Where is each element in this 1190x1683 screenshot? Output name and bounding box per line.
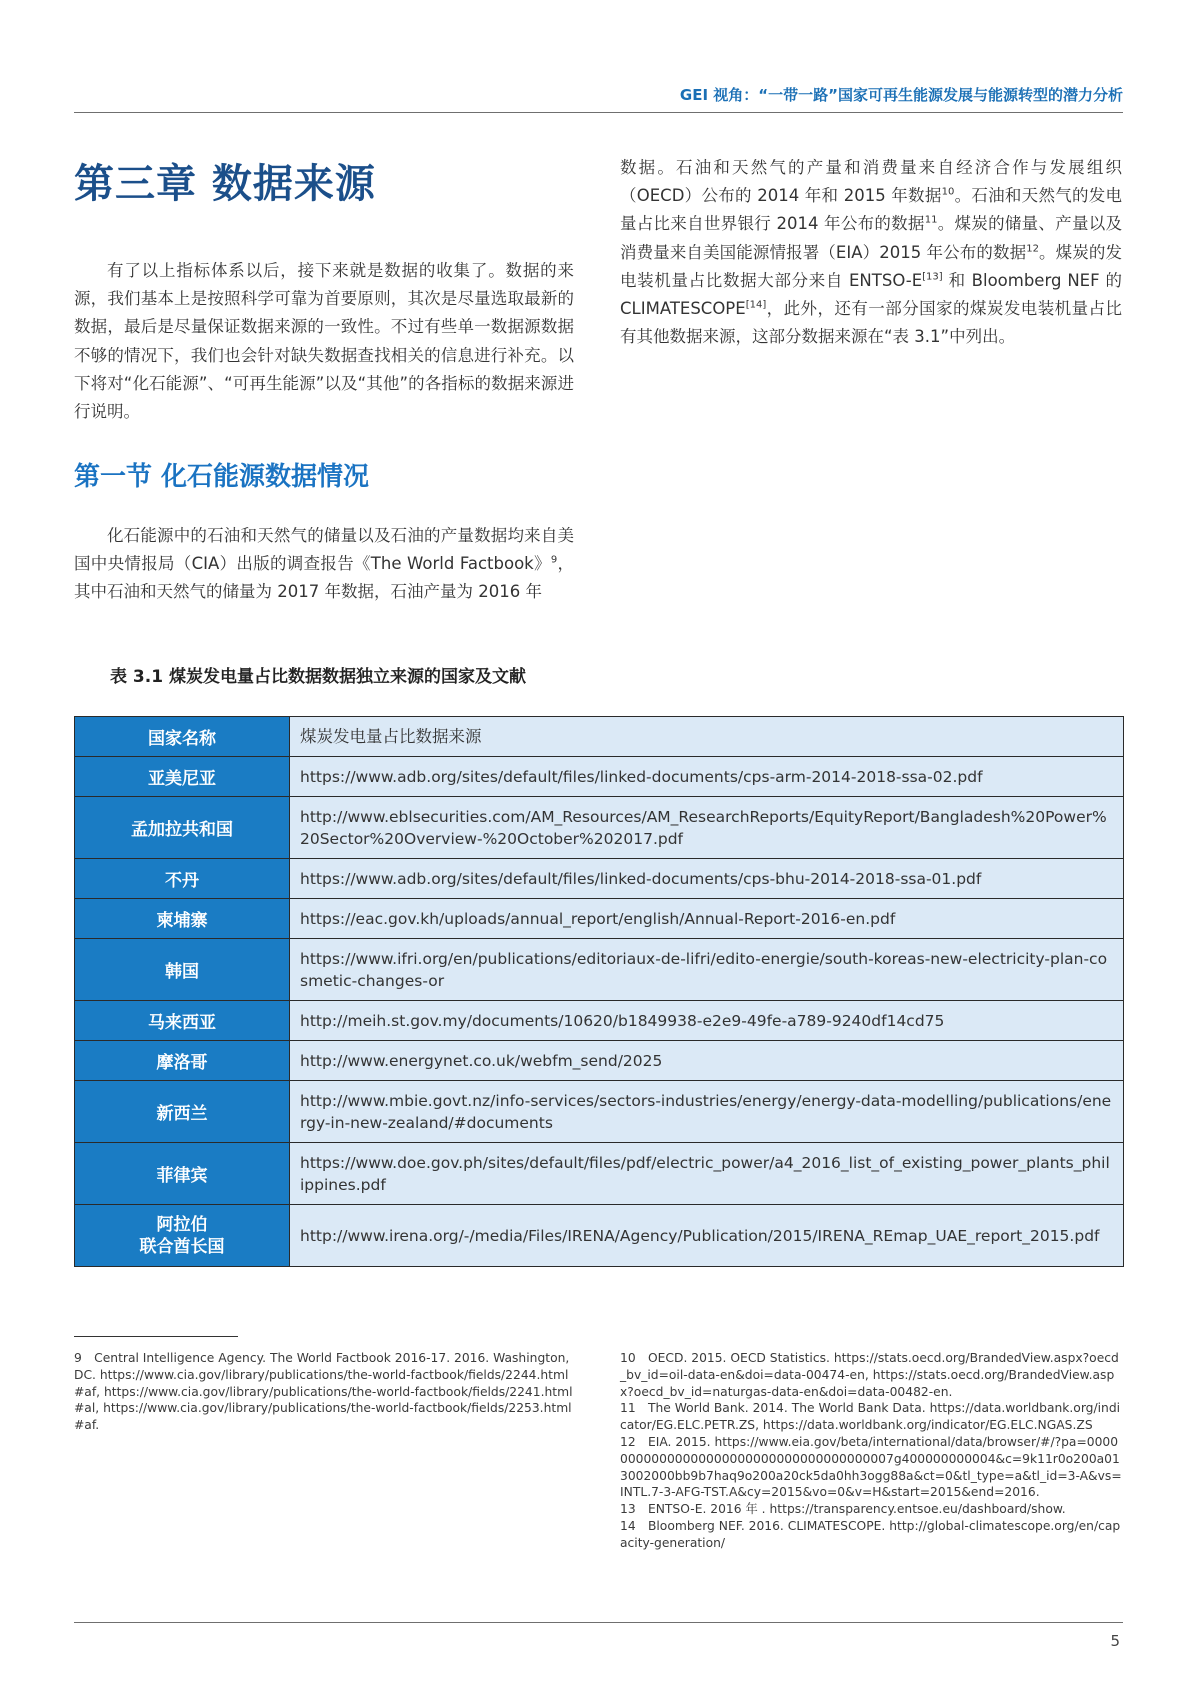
footnotes-left <box>74 1350 576 1434</box>
right-text-1: 数据。石油和天然气的产量和消费量来自经济合作与发展组织（OECD）公布的 2014 年和 2015 年数据 <box>620 158 1122 206</box>
table-row <box>75 1205 1124 1267</box>
source-link[interactable]: https://www.ifri.org/en/publications/editoriaux-de-lifri/edito-energie/south-koreas-new-electricity-plan-cosmetic-changes-or <box>290 939 1124 1001</box>
country-cell: 摩洛哥 <box>75 1041 290 1081</box>
footnote-rule <box>74 1336 238 1337</box>
source-link[interactable]: https://www.adb.org/sites/default/files/linked-documents/cps-arm-2014-2018-ssa-02.pdf <box>290 757 1124 797</box>
footnote-13: 13 ENTSO-E. 2016 年 . https://transparency.entsoe.eu/dashboard/show. <box>620 1502 1066 1517</box>
country-line-1: 阿拉伯 <box>156 1214 208 1235</box>
source-link[interactable]: https://www.doe.gov.ph/sites/default/files/pdf/electric_power/a4_2016_list_of_existing_power_plants_philippines.pdf <box>290 1143 1124 1205</box>
footnote-ref-13[interactable]: [13] <box>922 271 943 283</box>
country-cell: 马来西亚 <box>75 1001 290 1041</box>
intro-column <box>74 257 574 426</box>
running-header: GEI 视角：“一带一路”国家可再生能源发展与能源转型的潜力分析 <box>679 86 1123 104</box>
table-row <box>75 859 1124 899</box>
table-row <box>75 1041 1124 1081</box>
intro-paragraph: 有了以上指标体系以后，接下来就是数据的收集了。数据的来源，我们基本上是按照科学可靠为首要原则，其次是尽量选取最新的数据，最后是尽量保证数据来源的一致性。不过有些单一数据源数据不够的情况下，我们也会针对缺失数据查找相关的信息进行补充。以下将对“化石能源”、“可再生能源”以及“其他”的各指标的数据来源进行说明。 <box>74 261 574 422</box>
right-column <box>620 154 1122 351</box>
country-cell: 柬埔寨 <box>75 899 290 939</box>
country-cell: 韩国 <box>75 939 290 1001</box>
source-link[interactable]: https://www.adb.org/sites/default/files/linked-documents/cps-bhu-2014-2018-ssa-01.pdf <box>290 859 1124 899</box>
footnote-11: 11 The World Bank. 2014. The World Bank Data. https://data.worldbank.org/indicator/EG.ELC.PETR.ZS, https://data.worldbank.org/indicator/EG.ELC.NGAS.ZS <box>620 1401 1121 1433</box>
table-row <box>75 797 1124 859</box>
country-cell: 亚美尼亚 <box>75 757 290 797</box>
source-link[interactable]: https://eac.gov.kh/uploads/annual_report/english/Annual-Report-2016-en.pdf <box>290 899 1124 939</box>
footnote-ref-9[interactable]: 9 <box>550 554 558 566</box>
chapter-title: 第三章 数据来源 <box>74 161 376 207</box>
section-paragraph <box>74 522 574 607</box>
footnote-9: 9 Central Intelligence Agency. The World Factbook 2016-17. 2016. Washington, DC. https://www.cia.gov/library/publications/the-world-factbook/fields/2244.html#af, https://www.cia.gov/library/publications/the-world-factbook/fields/2241.html#al, https://www.cia.gov/library/publications/the-world-factbook/fields/2253.html#af. <box>74 1351 573 1433</box>
section-text-2: ，其中石油和天然气的储量为 2017 年数据，石油产量为 2016 年 <box>74 554 575 602</box>
table-row <box>75 1143 1124 1205</box>
country-cell: 不丹 <box>75 859 290 899</box>
sources-table <box>74 716 1124 1267</box>
footer-rule <box>74 1622 1123 1623</box>
source-link[interactable]: http://www.mbie.govt.nz/info-services/sectors-industries/energy/energy-data-modelling/publications/energy-in-new-zealand/#documents <box>290 1081 1124 1143</box>
table-row <box>75 757 1124 797</box>
right-text-5: 和 Bloomberg NEF 的 CLIMATESCOPE <box>620 270 1122 319</box>
country-cell: 菲律宾 <box>75 1143 290 1205</box>
footnote-12: 12 EIA. 2015. https://www.eia.gov/beta/international/data/browser/#/?pa=000000000000000000000000000000000000007g400000000004&c=9k11r0o200a013002000bb9b7haq9o200a20ck5da0hh3ogg88a&ct=0&tl_type=a&tl_id=3-A&vs=INTL.7-3-AFG-TST.A&cy=2015&vo=0&v=H&start=2015&end=2016. <box>620 1434 1122 1500</box>
footnote-ref-14[interactable]: [14] <box>745 299 767 311</box>
right-paragraph <box>620 154 1122 351</box>
footnote-ref-12[interactable]: 12 <box>1026 243 1039 255</box>
footnote-10: 10 OECD. 2015. OECD Statistics. https://stats.oecd.org/BrandedView.aspx?oecd_bv_id=oil-data-en&doi=data-00474-en, https://stats.oecd.org/BrandedView.aspx?oecd_bv_id=naturgas-data-en&doi=data-00482-en. <box>620 1351 1119 1399</box>
section-column <box>74 522 574 607</box>
country-cell <box>75 1205 290 1267</box>
right-text-2: 。石油和天然气的发电量占比来自世界银行 2014 年公布的数据 <box>620 186 1123 234</box>
table-header-row <box>75 717 1124 757</box>
country-line-2: 联合酋长国 <box>139 1236 225 1257</box>
section-text-1: 化石能源中的石油和天然气的储量以及石油的产量数据均来自美国中央情报局（CIA）出版的调查报告《The World Factbook》 <box>74 526 574 574</box>
source-link[interactable]: http://www.energynet.co.uk/webfm_send/2025 <box>290 1041 1124 1081</box>
country-cell: 孟加拉共和国 <box>75 797 290 859</box>
header-country: 国家名称 <box>75 717 290 757</box>
page-number: 5 <box>1110 1632 1120 1650</box>
header-source: 煤炭发电量占比数据来源 <box>290 717 1124 757</box>
right-text-3: 。煤炭的储量、产量以及消费量来自美国能源情报署（EIA）2015 年公布的数据 <box>620 214 1123 262</box>
footnotes-right <box>620 1350 1122 1552</box>
table-row <box>75 939 1124 1001</box>
table-row <box>75 899 1124 939</box>
footnote-14: 14 Bloomberg NEF. 2016. CLIMATESCOPE. http://global-climatescope.org/en/capacity-generation/ <box>620 1518 1121 1550</box>
source-link[interactable]: http://www.irena.org/-/media/Files/IRENA/Agency/Publication/2015/IRENA_REmap_UAE_report_2015.pdf <box>290 1205 1124 1267</box>
right-text-6: ，此外，还有一部分国家的煤炭发电装机量占比有其他数据来源，这部分数据来源在“表 3.1”中列出。 <box>620 299 1122 347</box>
table-row <box>75 1001 1124 1041</box>
table-row <box>75 1081 1124 1143</box>
source-link[interactable]: http://www.eblsecurities.com/AM_Resources/AM_ResearchReports/EquityReport/Bangladesh%20Power%20Sector%20Overview-%20October%202017.pdf <box>290 797 1124 859</box>
table-caption: 表 3.1 煤炭发电量占比数据数据独立来源的国家及文献 <box>110 667 526 687</box>
footnote-ref-10[interactable]: 10 <box>941 186 955 198</box>
section-title: 第一节 化石能源数据情况 <box>74 462 370 492</box>
right-text-4: 。煤炭的发电装机量占比数据大部分来自 ENTSO-E <box>620 242 1122 290</box>
footnote-ref-11[interactable]: 11 <box>924 214 938 226</box>
country-cell: 新西兰 <box>75 1081 290 1143</box>
source-link[interactable]: http://meih.st.gov.my/documents/10620/b1849938-e2e9-49fe-a789-9240df14cd75 <box>290 1001 1124 1041</box>
header-rule <box>74 112 1123 113</box>
